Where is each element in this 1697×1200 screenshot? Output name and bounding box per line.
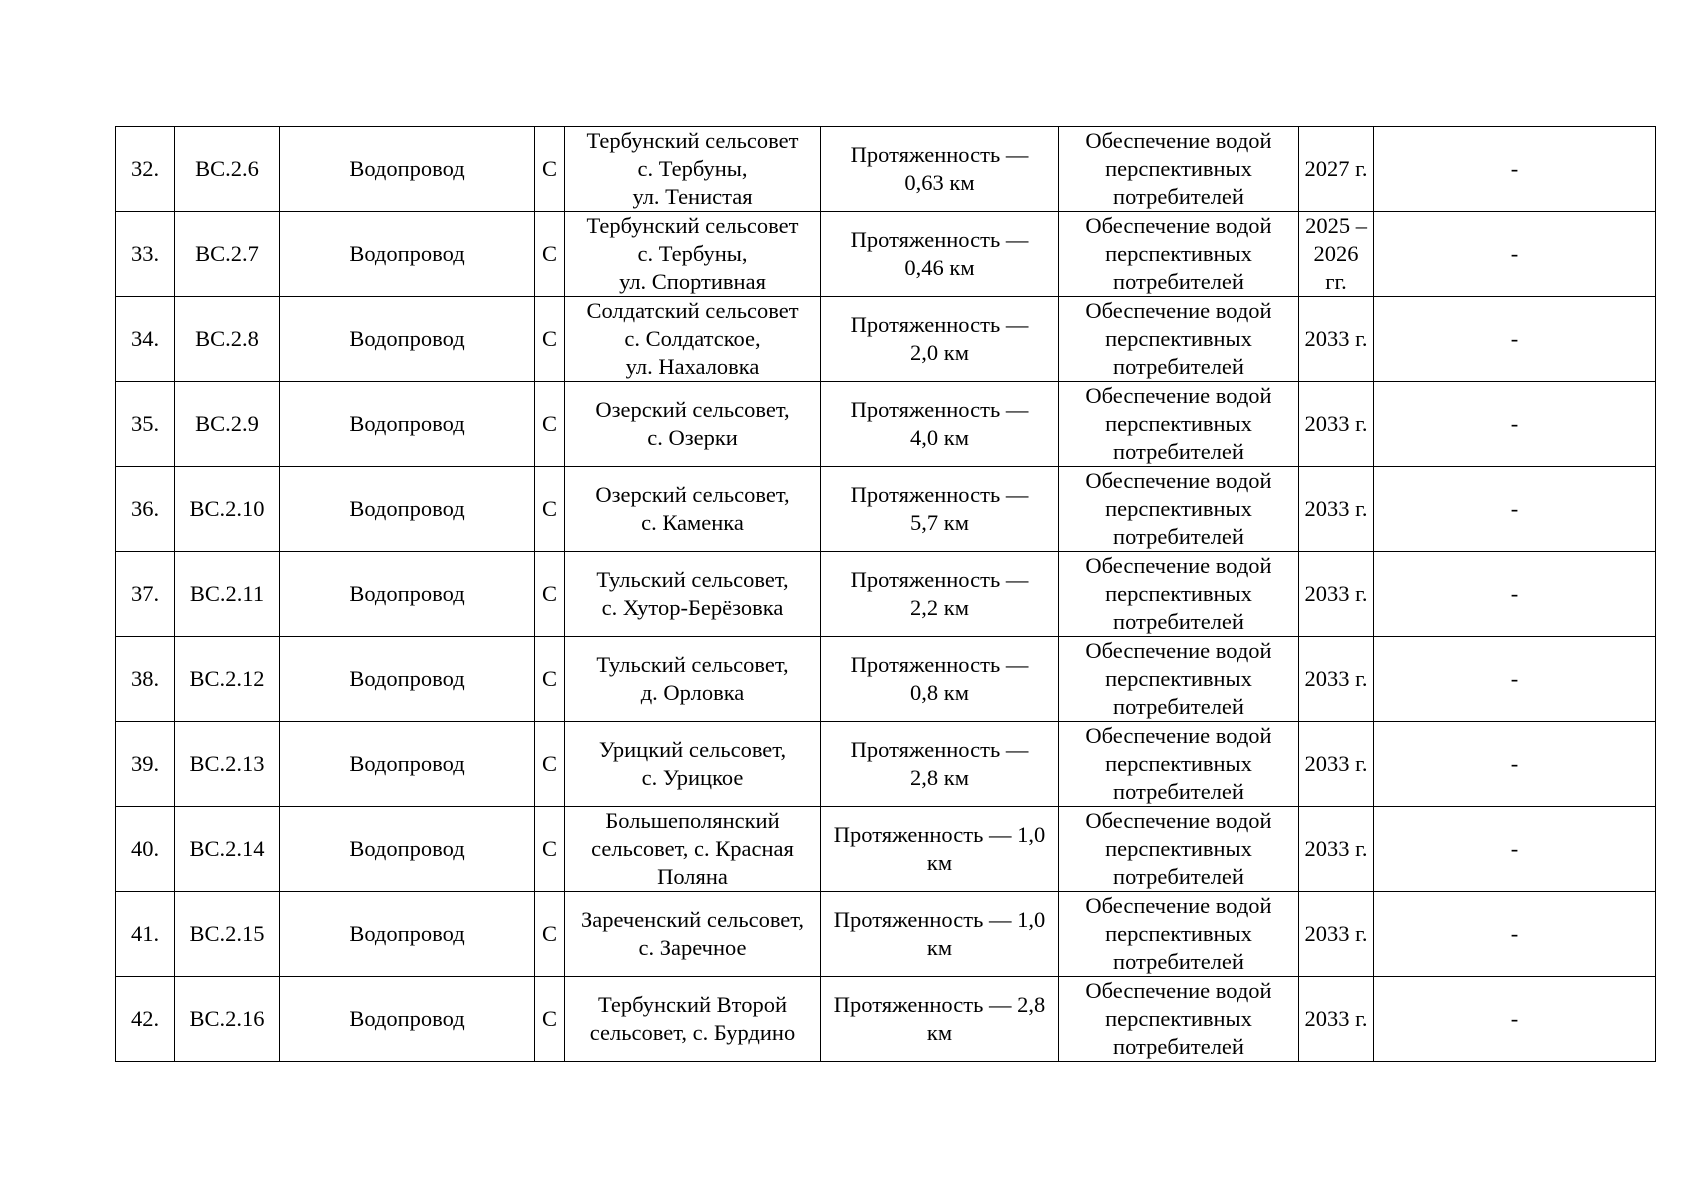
purpose-cell bbox=[1059, 977, 1299, 1062]
row-number-cell bbox=[116, 127, 175, 212]
table-row bbox=[116, 977, 1656, 1062]
row-number-cell bbox=[116, 552, 175, 637]
location-cell bbox=[565, 637, 821, 722]
object-name-cell bbox=[280, 297, 535, 382]
purpose-cell bbox=[1059, 807, 1299, 892]
purpose-cell bbox=[1059, 467, 1299, 552]
object-status-cell-text: С bbox=[541, 1006, 557, 1031]
object-code-cell-text: ВС.2.8 bbox=[195, 326, 259, 351]
characteristic-cell-text: Протяженность — 2,0 км bbox=[850, 312, 1029, 365]
object-name-cell bbox=[280, 467, 535, 552]
object-code-cell bbox=[175, 212, 280, 297]
table-row bbox=[116, 127, 1656, 212]
row-number-cell-text: 36. bbox=[130, 496, 160, 521]
object-name-cell-text: Водопровод bbox=[349, 581, 465, 606]
implementation-year-cell-text: 2033 г. bbox=[1304, 751, 1368, 776]
characteristic-cell bbox=[821, 977, 1059, 1062]
row-number-cell bbox=[116, 467, 175, 552]
object-code-cell bbox=[175, 552, 280, 637]
location-cell-text: Тербунский Второй сельсовет, с. Бурдино bbox=[589, 992, 796, 1045]
implementation-year-cell-text: 2033 г. bbox=[1304, 581, 1368, 606]
location-cell-text: Тульский сельсовет, с. Хутор-Берёзовка bbox=[596, 567, 789, 620]
purpose-cell-text: Обеспечение водой перспективных потребителей bbox=[1085, 808, 1272, 889]
object-status-cell bbox=[535, 807, 565, 892]
implementation-year-cell-text: 2027 г. bbox=[1304, 156, 1368, 181]
object-code-cell-text: ВС.2.6 bbox=[195, 156, 259, 181]
object-name-cell bbox=[280, 382, 535, 467]
purpose-cell bbox=[1059, 637, 1299, 722]
location-cell bbox=[565, 467, 821, 552]
note-cell bbox=[1374, 892, 1656, 977]
row-number-cell-text: 33. bbox=[130, 241, 160, 266]
object-status-cell-text: С bbox=[541, 666, 557, 691]
object-status-cell bbox=[535, 212, 565, 297]
object-status-cell bbox=[535, 467, 565, 552]
object-name-cell bbox=[280, 212, 535, 297]
characteristic-cell-text: Протяженность — 5,7 км bbox=[850, 482, 1029, 535]
row-number-cell-text: 40. bbox=[130, 836, 160, 861]
row-number-cell bbox=[116, 892, 175, 977]
location-cell bbox=[565, 212, 821, 297]
row-number-cell bbox=[116, 722, 175, 807]
implementation-year-cell bbox=[1299, 467, 1374, 552]
characteristic-cell bbox=[821, 892, 1059, 977]
note-cell bbox=[1374, 807, 1656, 892]
table-row bbox=[116, 552, 1656, 637]
object-code-cell-text: ВС.2.7 bbox=[195, 241, 259, 266]
object-status-cell bbox=[535, 977, 565, 1062]
implementation-year-cell-text: 2033 г. bbox=[1304, 411, 1368, 436]
purpose-cell bbox=[1059, 892, 1299, 977]
row-number-cell bbox=[116, 297, 175, 382]
object-code-cell-text: ВС.2.12 bbox=[189, 666, 265, 691]
table-row bbox=[116, 212, 1656, 297]
implementation-year-cell-text: 2033 г. bbox=[1304, 1006, 1368, 1031]
purpose-cell bbox=[1059, 212, 1299, 297]
purpose-cell-text: Обеспечение водой перспективных потребителей bbox=[1085, 383, 1272, 464]
purpose-cell-text: Обеспечение водой перспективных потребителей bbox=[1085, 893, 1272, 974]
note-cell bbox=[1374, 127, 1656, 212]
implementation-year-cell bbox=[1299, 892, 1374, 977]
characteristic-cell-text: Протяженность — 2,8 км bbox=[850, 737, 1029, 790]
object-name-cell bbox=[280, 807, 535, 892]
row-number-cell-text: 35. bbox=[130, 411, 160, 436]
characteristic-cell bbox=[821, 637, 1059, 722]
table-row bbox=[116, 637, 1656, 722]
purpose-cell bbox=[1059, 127, 1299, 212]
object-code-cell bbox=[175, 637, 280, 722]
object-status-cell bbox=[535, 892, 565, 977]
purpose-cell-text: Обеспечение водой перспективных потребителей bbox=[1085, 723, 1272, 804]
object-status-cell bbox=[535, 382, 565, 467]
object-status-cell-text: С bbox=[541, 921, 557, 946]
object-code-cell-text: ВС.2.11 bbox=[189, 581, 265, 606]
object-code-cell bbox=[175, 467, 280, 552]
row-number-cell bbox=[116, 212, 175, 297]
characteristic-cell-text: Протяженность — 2,2 км bbox=[850, 567, 1029, 620]
note-cell bbox=[1374, 467, 1656, 552]
implementation-year-cell bbox=[1299, 552, 1374, 637]
purpose-cell bbox=[1059, 297, 1299, 382]
location-cell bbox=[565, 892, 821, 977]
object-status-cell-text: С bbox=[541, 326, 557, 351]
characteristic-cell bbox=[821, 127, 1059, 212]
note-cell-text: - bbox=[1510, 836, 1519, 861]
note-cell-text: - bbox=[1510, 411, 1519, 436]
characteristic-cell bbox=[821, 552, 1059, 637]
object-status-cell-text: С bbox=[541, 241, 557, 266]
object-code-cell-text: ВС.2.9 bbox=[195, 411, 259, 436]
location-cell-text: Урицкий сельсовет, с. Урицкое bbox=[598, 737, 787, 790]
location-cell bbox=[565, 382, 821, 467]
object-status-cell-text: С bbox=[541, 836, 557, 861]
object-name-cell-text: Водопровод bbox=[349, 156, 465, 181]
characteristic-cell-text: Протяженность — 0,46 км bbox=[850, 227, 1029, 280]
location-cell-text: Зареченский сельсовет, с. Заречное bbox=[580, 907, 805, 960]
characteristic-cell bbox=[821, 297, 1059, 382]
characteristic-cell-text: Протяженность — 2,8 км bbox=[833, 992, 1046, 1045]
note-cell-text: - bbox=[1510, 496, 1519, 521]
table-row bbox=[116, 892, 1656, 977]
object-code-cell bbox=[175, 297, 280, 382]
note-cell bbox=[1374, 552, 1656, 637]
implementation-year-cell bbox=[1299, 382, 1374, 467]
object-name-cell-text: Водопровод bbox=[349, 666, 465, 691]
location-cell bbox=[565, 297, 821, 382]
characteristic-cell-text: Протяженность — 0,8 км bbox=[850, 652, 1029, 705]
location-cell bbox=[565, 127, 821, 212]
object-name-cell bbox=[280, 722, 535, 807]
object-name-cell bbox=[280, 977, 535, 1062]
implementation-year-cell-text: 2033 г. bbox=[1304, 836, 1368, 861]
row-number-cell-text: 34. bbox=[130, 326, 160, 351]
object-name-cell bbox=[280, 892, 535, 977]
note-cell bbox=[1374, 722, 1656, 807]
implementation-year-cell bbox=[1299, 637, 1374, 722]
characteristic-cell-text: Протяженность — 1,0 км bbox=[833, 907, 1046, 960]
note-cell bbox=[1374, 382, 1656, 467]
object-code-cell bbox=[175, 127, 280, 212]
row-number-cell-text: 42. bbox=[130, 1006, 160, 1031]
characteristic-cell bbox=[821, 212, 1059, 297]
object-name-cell-text: Водопровод bbox=[349, 836, 465, 861]
location-cell-text: Озерский сельсовет, с. Каменка bbox=[595, 482, 790, 535]
object-status-cell-text: С bbox=[541, 411, 557, 436]
object-name-cell bbox=[280, 552, 535, 637]
purpose-cell bbox=[1059, 722, 1299, 807]
purpose-cell bbox=[1059, 382, 1299, 467]
object-name-cell-text: Водопровод bbox=[349, 496, 465, 521]
purpose-cell-text: Обеспечение водой перспективных потребителей bbox=[1085, 213, 1272, 294]
location-cell-text: Большеполянский сельсовет, с. Красная Поляна bbox=[591, 808, 794, 889]
object-name-cell bbox=[280, 127, 535, 212]
implementation-year-cell-text: 2033 г. bbox=[1304, 496, 1368, 521]
purpose-cell-text: Обеспечение водой перспективных потребителей bbox=[1085, 468, 1272, 549]
table-body bbox=[116, 127, 1656, 1062]
location-cell-text: Тербунский сельсовет с. Тербуны, ул. Спортивная bbox=[586, 213, 799, 294]
location-cell bbox=[565, 552, 821, 637]
note-cell-text: - bbox=[1510, 751, 1519, 776]
row-number-cell bbox=[116, 637, 175, 722]
implementation-year-cell bbox=[1299, 127, 1374, 212]
note-cell-text: - bbox=[1510, 241, 1519, 266]
table-row bbox=[116, 467, 1656, 552]
implementation-year-cell bbox=[1299, 297, 1374, 382]
row-number-cell-text: 32. bbox=[130, 156, 160, 181]
location-cell-text: Тербунский сельсовет с. Тербуны, ул. Тенистая bbox=[586, 128, 799, 209]
location-cell bbox=[565, 977, 821, 1062]
note-cell bbox=[1374, 297, 1656, 382]
implementation-year-cell bbox=[1299, 212, 1374, 297]
object-code-cell bbox=[175, 722, 280, 807]
object-code-cell bbox=[175, 892, 280, 977]
implementation-year-cell bbox=[1299, 722, 1374, 807]
note-cell-text: - bbox=[1510, 156, 1519, 181]
purpose-cell-text: Обеспечение водой перспективных потребителей bbox=[1085, 553, 1272, 634]
object-name-cell-text: Водопровод bbox=[349, 751, 465, 776]
characteristic-cell bbox=[821, 382, 1059, 467]
note-cell bbox=[1374, 212, 1656, 297]
purpose-cell-text: Обеспечение водой перспективных потребителей bbox=[1085, 298, 1272, 379]
implementation-year-cell bbox=[1299, 807, 1374, 892]
note-cell-text: - bbox=[1510, 921, 1519, 946]
purpose-cell bbox=[1059, 552, 1299, 637]
object-name-cell-text: Водопровод bbox=[349, 921, 465, 946]
row-number-cell-text: 38. bbox=[130, 666, 160, 691]
purpose-cell-text: Обеспечение водой перспективных потребителей bbox=[1085, 638, 1272, 719]
location-cell-text: Озерский сельсовет, с. Озерки bbox=[595, 397, 790, 450]
object-status-cell bbox=[535, 722, 565, 807]
implementation-year-cell-text: 2033 г. bbox=[1304, 326, 1368, 351]
location-cell-text: Тульский сельсовет, д. Орловка bbox=[596, 652, 789, 705]
object-status-cell-text: С bbox=[541, 156, 557, 181]
characteristic-cell-text: Протяженность — 1,0 км bbox=[833, 822, 1046, 875]
table-row bbox=[116, 382, 1656, 467]
note-cell bbox=[1374, 977, 1656, 1062]
row-number-cell bbox=[116, 807, 175, 892]
object-code-cell bbox=[175, 807, 280, 892]
object-name-cell-text: Водопровод bbox=[349, 1006, 465, 1031]
characteristic-cell bbox=[821, 807, 1059, 892]
location-cell-text: Солдатский сельсовет с. Солдатское, ул. Нахаловка bbox=[586, 298, 799, 379]
characteristic-cell bbox=[821, 722, 1059, 807]
object-status-cell-text: С bbox=[541, 496, 557, 521]
object-code-cell bbox=[175, 382, 280, 467]
object-status-cell bbox=[535, 127, 565, 212]
location-cell bbox=[565, 807, 821, 892]
object-status-cell-text: С bbox=[541, 751, 557, 776]
implementation-year-cell-text: 2025 – 2026 гг. bbox=[1305, 213, 1367, 294]
object-code-cell-text: ВС.2.16 bbox=[189, 1006, 265, 1031]
table-row bbox=[116, 297, 1656, 382]
note-cell bbox=[1374, 637, 1656, 722]
location-cell bbox=[565, 722, 821, 807]
row-number-cell bbox=[116, 382, 175, 467]
characteristic-cell-text: Протяженность — 0,63 км bbox=[850, 142, 1029, 195]
implementation-year-cell-text: 2033 г. bbox=[1304, 921, 1368, 946]
purpose-cell-text: Обеспечение водой перспективных потребителей bbox=[1085, 978, 1272, 1059]
row-number-cell-text: 41. bbox=[130, 921, 160, 946]
row-number-cell-text: 39. bbox=[130, 751, 160, 776]
characteristic-cell-text: Протяженность — 4,0 км bbox=[850, 397, 1029, 450]
object-code-cell-text: ВС.2.14 bbox=[189, 836, 265, 861]
characteristic-cell bbox=[821, 467, 1059, 552]
object-code-cell-text: ВС.2.15 bbox=[189, 921, 265, 946]
object-name-cell-text: Водопровод bbox=[349, 326, 465, 351]
note-cell-text: - bbox=[1510, 581, 1519, 606]
note-cell-text: - bbox=[1510, 666, 1519, 691]
object-code-cell-text: ВС.2.13 bbox=[189, 751, 265, 776]
table-row bbox=[116, 722, 1656, 807]
purpose-cell-text: Обеспечение водой перспективных потребителей bbox=[1085, 128, 1272, 209]
object-status-cell-text: С bbox=[541, 581, 557, 606]
object-code-cell-text: ВС.2.10 bbox=[189, 496, 265, 521]
object-name-cell-text: Водопровод bbox=[349, 411, 465, 436]
row-number-cell bbox=[116, 977, 175, 1062]
infrastructure-table bbox=[115, 126, 1656, 1062]
object-status-cell bbox=[535, 637, 565, 722]
object-name-cell-text: Водопровод bbox=[349, 241, 465, 266]
object-name-cell bbox=[280, 637, 535, 722]
note-cell-text: - bbox=[1510, 1006, 1519, 1031]
object-status-cell bbox=[535, 297, 565, 382]
implementation-year-cell bbox=[1299, 977, 1374, 1062]
implementation-year-cell-text: 2033 г. bbox=[1304, 666, 1368, 691]
note-cell-text: - bbox=[1510, 326, 1519, 351]
object-code-cell bbox=[175, 977, 280, 1062]
table-row bbox=[116, 807, 1656, 892]
row-number-cell-text: 37. bbox=[130, 581, 160, 606]
object-status-cell bbox=[535, 552, 565, 637]
